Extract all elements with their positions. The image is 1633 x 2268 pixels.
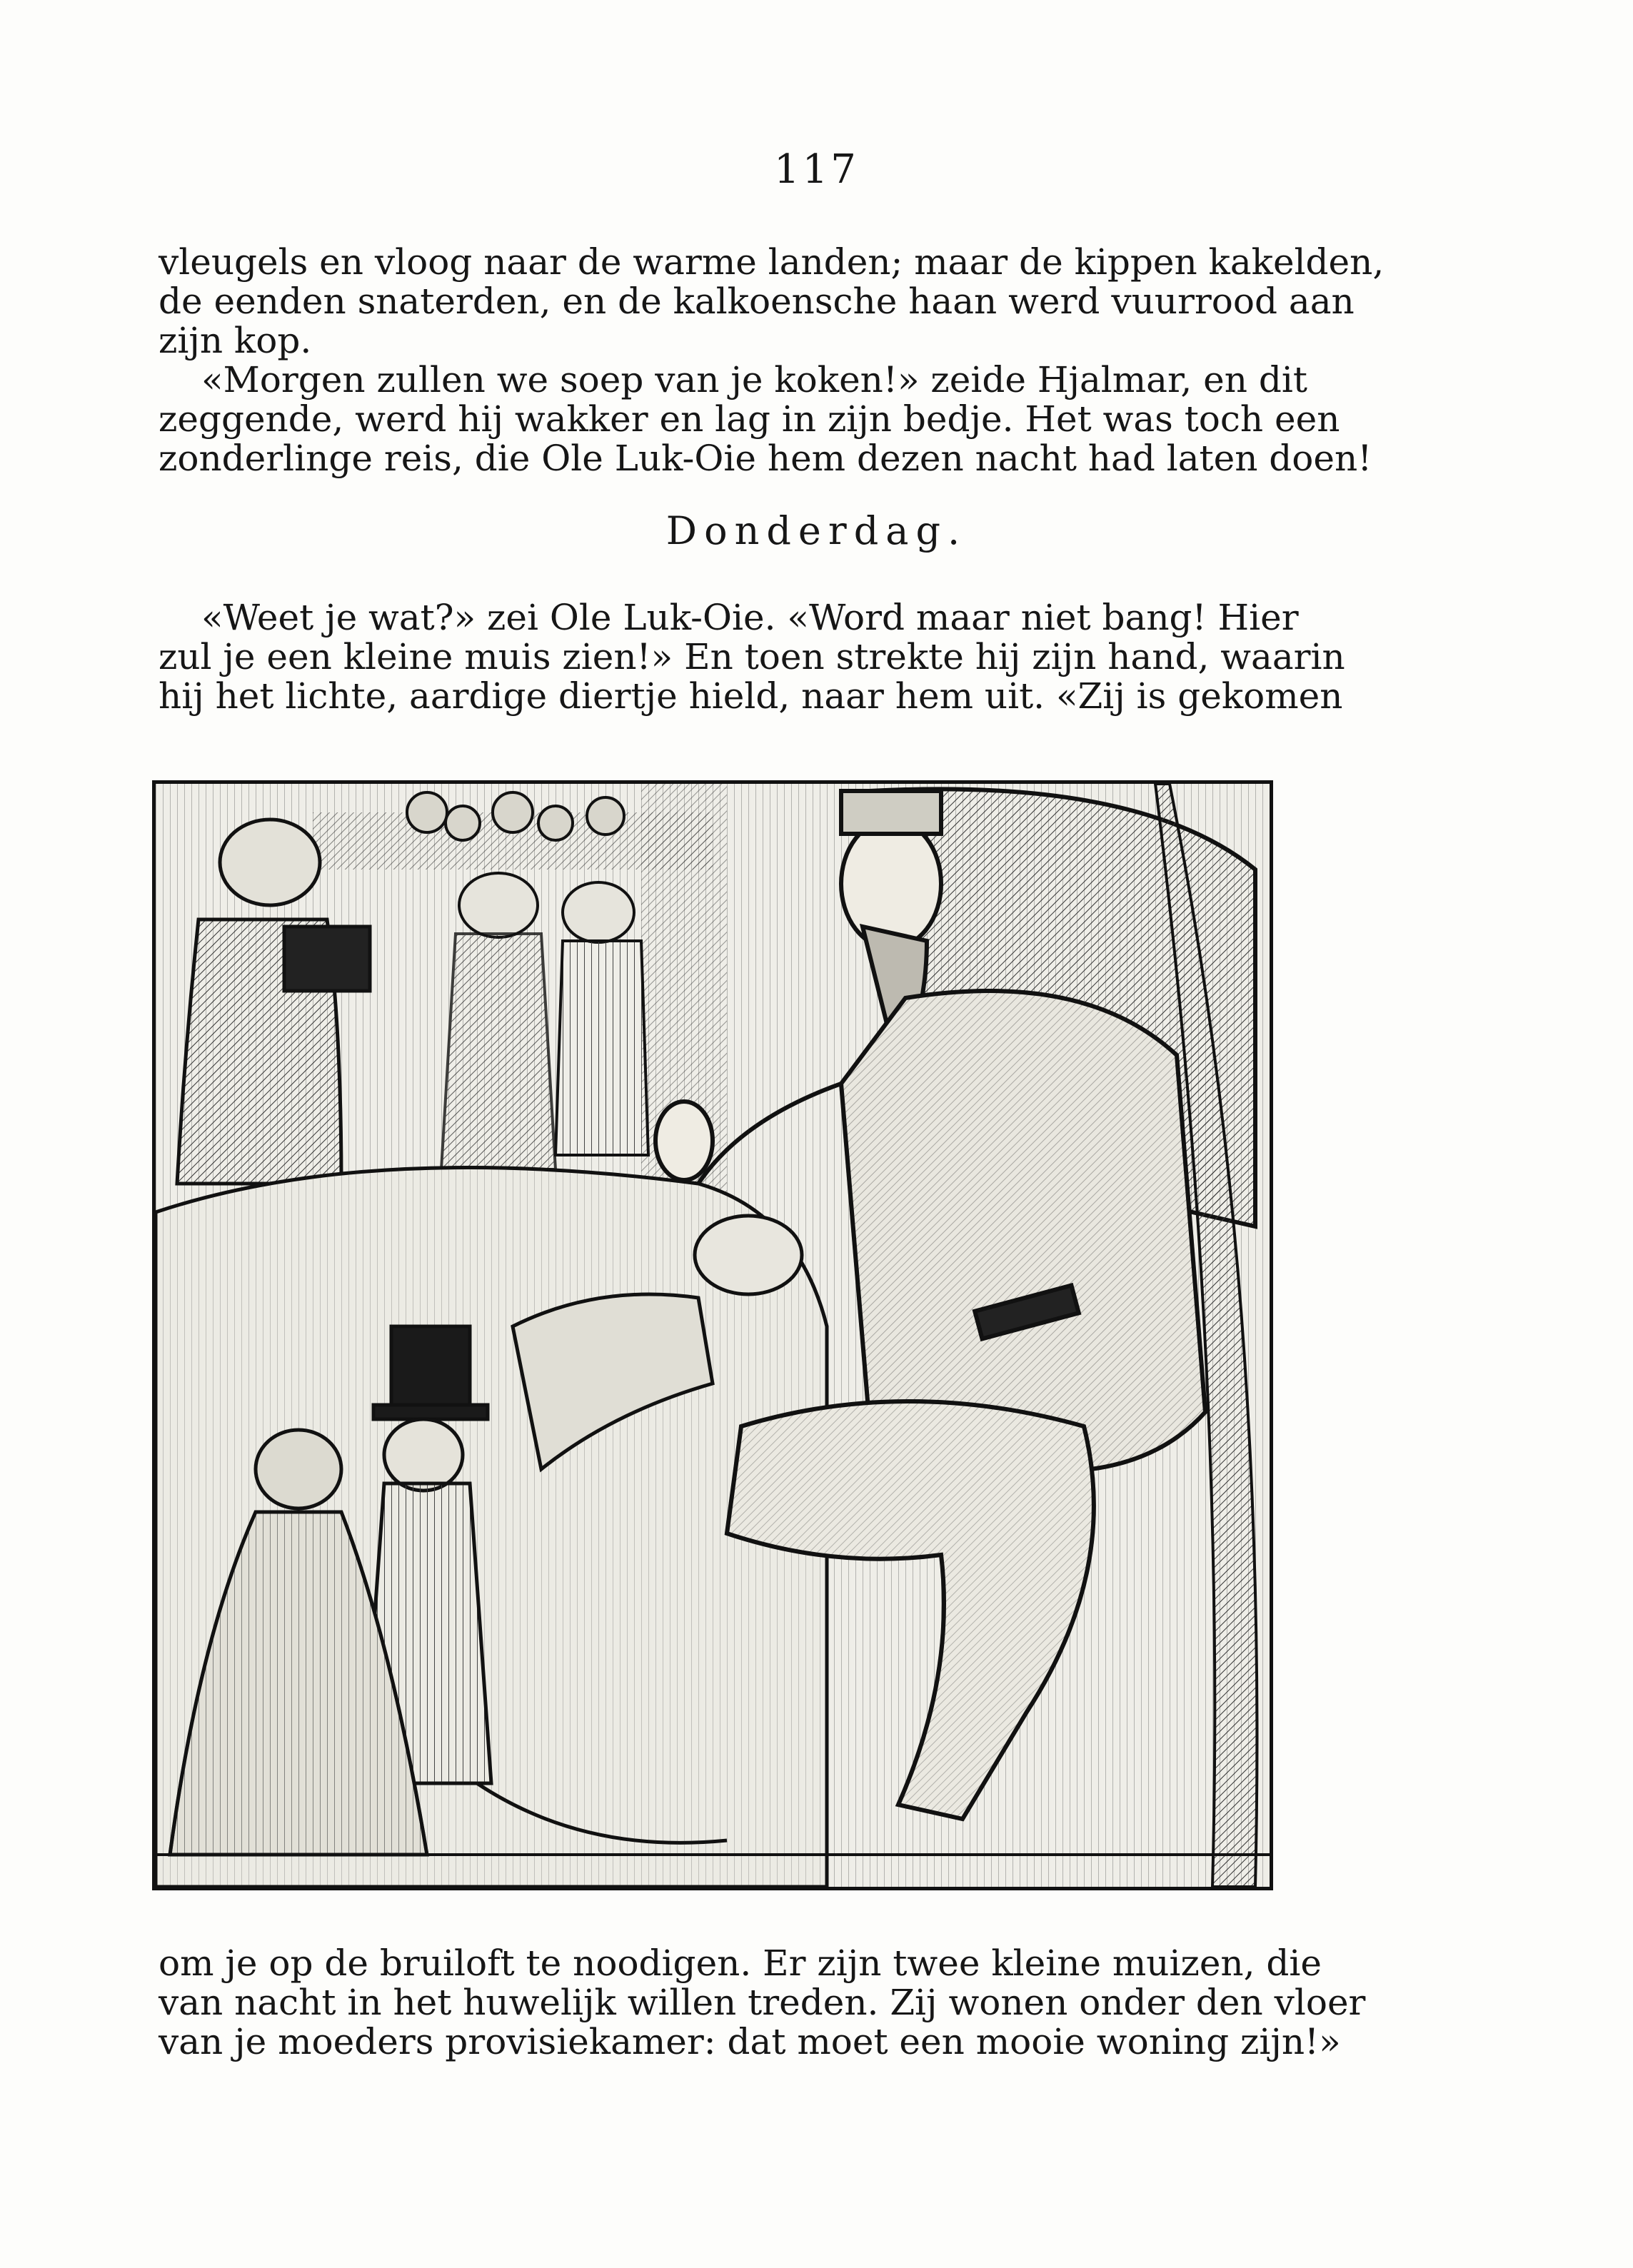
paragraph-3	[159, 597, 1345, 717]
text-line: vleugels en vloog naar de warme landen; maar de kippen kakelden,	[159, 241, 1385, 283]
text-line: zonderlinge reis, die Ole Luk-Oie hem dezen nacht had laten doen!	[159, 438, 1372, 479]
text-line: «Weet je wat?» zei Ole Luk-Oie. «Word maar niet bang! Hier	[201, 597, 1299, 638]
section-heading: Donderdag.	[665, 508, 968, 553]
text-line: zul je een kleine muis zien!» En toen strekte hij zijn hand, waarin	[159, 636, 1345, 677]
text-line: de eenden snaterden, en de kalkoensche haan werd vuurrood aan	[159, 281, 1355, 322]
page-number: 117	[774, 146, 859, 193]
illustration-drawing	[156, 784, 1270, 1887]
text-line: van je moeders provisiekamer: dat moet een mooie woning zijn!»	[159, 2021, 1341, 2062]
paragraph-1	[159, 241, 1385, 361]
text-line: zeggende, werd hij wakker en lag in zijn bedje. Het was toch een	[159, 398, 1340, 440]
engraving-illustration	[152, 780, 1273, 1890]
text-line: hij het lichte, aardige diertje hield, naar hem uit. «Zij is gekomen	[159, 675, 1343, 717]
text-line: «Morgen zullen we soep van je koken!» zeide Hjalmar, en dit	[201, 359, 1307, 400]
text-line: van nacht in het huwelijk willen treden. Zij wonen onder den vloer	[159, 1982, 1366, 2023]
paragraph-2	[159, 359, 1372, 479]
text-line: zijn kop.	[159, 320, 312, 361]
paragraph-4	[159, 1942, 1366, 2062]
text-line: om je op de bruiloft te noodigen. Er zijn twee kleine muizen, die	[159, 1942, 1322, 1984]
